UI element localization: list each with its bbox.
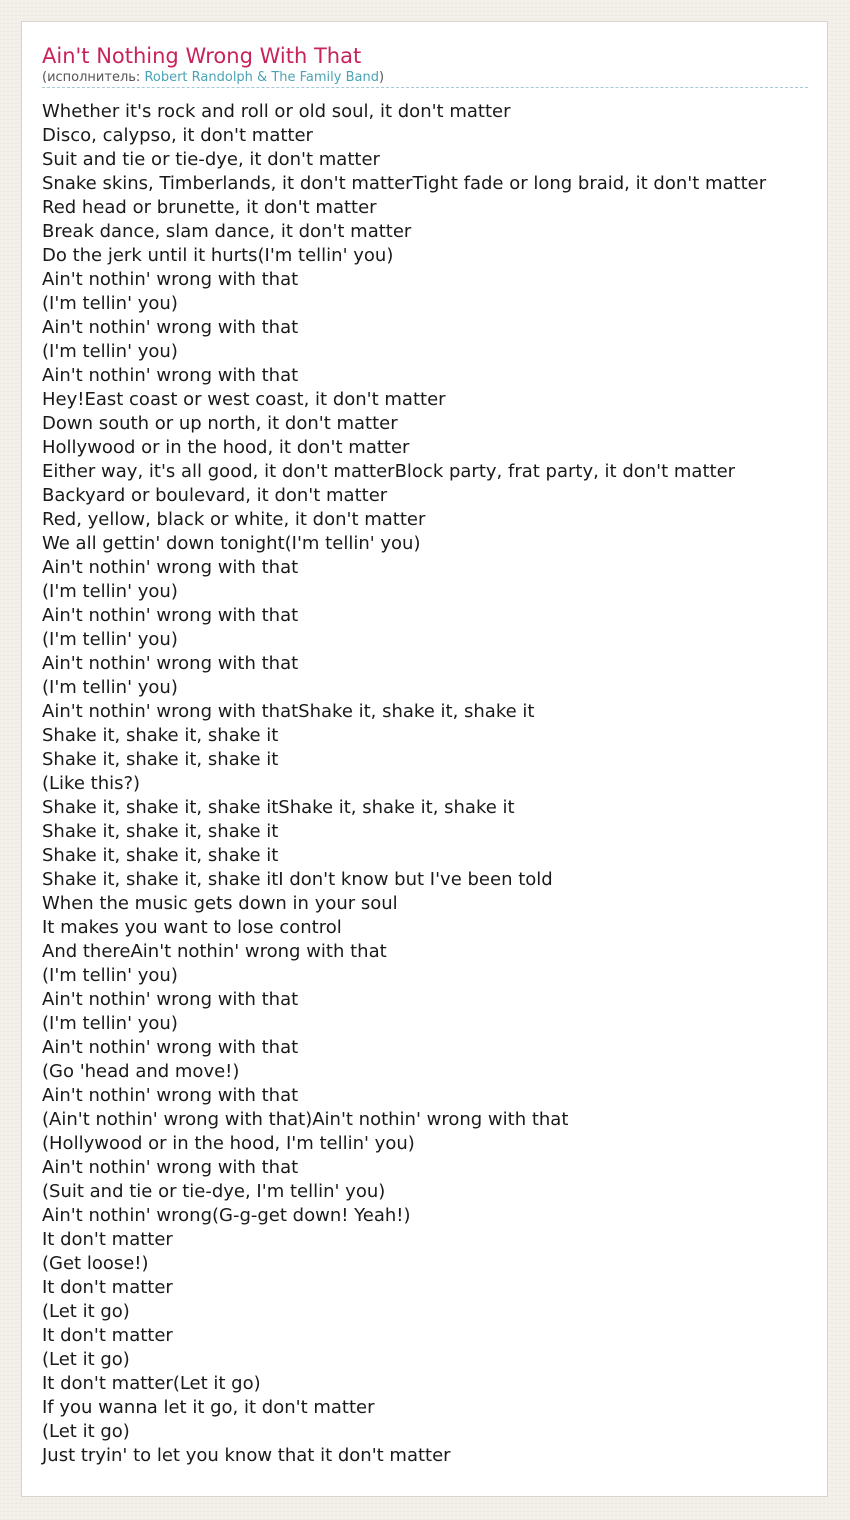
song-header (42, 42, 808, 88)
song-title: Ain't Nothing Wrong With That (42, 44, 362, 68)
lyric-line: Either way, it's all good, it don't matterBlock party, frat party, it don't matter (42, 461, 736, 482)
lyric-line: It don't matter (42, 1229, 173, 1250)
lyric-line: Ain't nothin' wrong with that (42, 1085, 299, 1106)
artist-suffix: ) (378, 70, 385, 85)
lyric-line: Ain't nothin' wrong with that (42, 1157, 299, 1178)
lyric-line: Shake it, shake it, shake it (42, 845, 279, 866)
lyric-line: Ain't nothin' wrong with that (42, 605, 299, 626)
lyric-line: Whether it's rock and roll or old soul, it don't matter (42, 101, 511, 122)
lyric-line: Ain't nothin' wrong with that (42, 365, 299, 386)
lyric-line: Shake it, shake it, shake itShake it, shake it, shake it (42, 797, 515, 818)
lyric-line: (Hollywood or in the hood, I'm tellin' you) (42, 1133, 415, 1154)
lyric-line: Red, yellow, black or white, it don't matter (42, 509, 426, 530)
lyric-line: Ain't nothin' wrong with that (42, 989, 299, 1010)
lyrics-card (21, 21, 828, 1497)
lyric-line: It don't matter(Let it go) (42, 1373, 261, 1394)
lyric-line: Break dance, slam dance, it don't matter (42, 221, 412, 242)
lyric-line: (Like this?) (42, 773, 141, 794)
lyric-line: Shake it, shake it, shake it (42, 749, 279, 770)
lyric-line: Hey!East coast or west coast, it don't matter (42, 389, 446, 410)
lyric-line: Shake it, shake it, shake it (42, 725, 279, 746)
lyric-line: And thereAin't nothin' wrong with that (42, 941, 387, 962)
lyric-line: (I'm tellin' you) (42, 1013, 178, 1034)
lyric-line: Ain't nothin' wrong with that (42, 653, 299, 674)
lyric-line: Do the jerk until it hurts(I'm tellin' you) (42, 245, 394, 266)
artist-link[interactable]: Robert Randolph & The Family Band (144, 70, 379, 85)
lyric-line: Disco, calypso, it don't matter (42, 125, 313, 146)
lyric-line: Shake it, shake it, shake it (42, 821, 279, 842)
lyric-line: (I'm tellin' you) (42, 581, 178, 602)
lyric-line: (I'm tellin' you) (42, 293, 178, 314)
artist-prefix: (исполнитель: (42, 70, 145, 85)
lyric-line: It makes you want to lose control (42, 917, 342, 938)
lyric-line: Ain't nothin' wrong(G-g-get down! Yeah!) (42, 1205, 411, 1226)
lyric-line: Red head or brunette, it don't matter (42, 197, 377, 218)
lyric-line: (I'm tellin' you) (42, 341, 178, 362)
lyric-line: (I'm tellin' you) (42, 965, 178, 986)
lyric-line: Snake skins, Timberlands, it don't matterTight fade or long braid, it don't matter (42, 173, 767, 194)
lyric-line: Hollywood or in the hood, it don't matter (42, 437, 410, 458)
lyrics-body (42, 100, 850, 1468)
lyric-line: When the music gets down in your soul (42, 893, 398, 914)
lyric-line: It don't matter (42, 1277, 173, 1298)
lyric-line: (I'm tellin' you) (42, 677, 178, 698)
lyric-line: Suit and tie or tie-dye, it don't matter (42, 149, 380, 170)
lyric-line: Just tryin' to let you know that it don't matter (42, 1445, 451, 1466)
lyric-line: It don't matter (42, 1325, 173, 1346)
lyric-line: (Go 'head and move!) (42, 1061, 240, 1082)
lyric-line: We all gettin' down tonight(I'm tellin' you) (42, 533, 421, 554)
lyric-line: Shake it, shake it, shake itI don't know but I've been told (42, 869, 553, 890)
lyric-line: (Let it go) (42, 1301, 130, 1322)
lyric-line: Down south or up north, it don't matter (42, 413, 398, 434)
lyric-line: (Suit and tie or tie-dye, I'm tellin' you) (42, 1181, 386, 1202)
lyric-line: (Ain't nothin' wrong with that)Ain't nothin' wrong with that (42, 1109, 569, 1130)
lyric-line: (Get loose!) (42, 1253, 149, 1274)
lyric-line: (Let it go) (42, 1349, 130, 1370)
lyric-line: Ain't nothin' wrong with thatShake it, shake it, shake it (42, 701, 535, 722)
lyric-line: Ain't nothin' wrong with that (42, 557, 299, 578)
lyric-line: Ain't nothin' wrong with that (42, 269, 299, 290)
lyric-line: Ain't nothin' wrong with that (42, 317, 299, 338)
lyric-line: Backyard or boulevard, it don't matter (42, 485, 388, 506)
lyric-line: (Let it go) (42, 1421, 130, 1442)
lyric-line: (I'm tellin' you) (42, 629, 178, 650)
artist-line (42, 70, 808, 86)
lyric-line: Ain't nothin' wrong with that (42, 1037, 299, 1058)
lyric-line: If you wanna let it go, it don't matter (42, 1397, 375, 1418)
